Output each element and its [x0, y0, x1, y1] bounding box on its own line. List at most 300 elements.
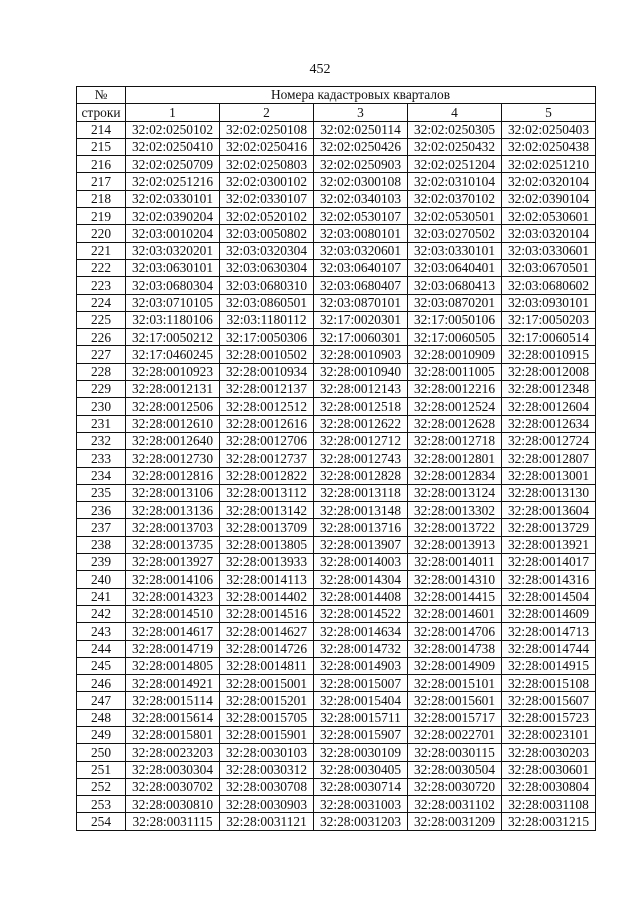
- cadastral-number-cell: 32:28:0012724: [502, 432, 596, 449]
- cadastral-number-cell: 32:02:0250432: [408, 138, 502, 155]
- cadastral-number-cell: 32:28:0014323: [126, 588, 220, 605]
- cadastral-number-cell: 32:03:1180106: [126, 311, 220, 328]
- cadastral-number-cell: 32:28:0013805: [220, 536, 314, 553]
- cadastral-number-cell: 32:17:0060301: [314, 329, 408, 346]
- cadastral-number-cell: 32:28:0015001: [220, 675, 314, 692]
- table-row: [77, 709, 596, 726]
- cadastral-number-cell: 32:28:0013604: [502, 502, 596, 519]
- cadastral-number-cell: 32:28:0015404: [314, 692, 408, 709]
- cadastral-number-cell: 32:28:0014316: [502, 571, 596, 588]
- cadastral-number-cell: 32:28:0013735: [126, 536, 220, 553]
- cadastral-number-cell: 32:03:0860501: [220, 294, 314, 311]
- cadastral-number-cell: 32:28:0030103: [220, 744, 314, 761]
- cadastral-number-cell: 32:28:0012816: [126, 467, 220, 484]
- row-number-cell: 245: [77, 657, 126, 674]
- row-number-cell: 225: [77, 311, 126, 328]
- cadastral-number-cell: 32:02:0530601: [502, 208, 596, 225]
- cadastral-number-cell: 32:28:0015114: [126, 692, 220, 709]
- cadastral-number-cell: 32:28:0013729: [502, 519, 596, 536]
- cadastral-number-cell: 32:28:0013001: [502, 467, 596, 484]
- column-number-header: 1: [126, 104, 220, 121]
- row-number-cell: 235: [77, 484, 126, 501]
- row-number-cell: 247: [77, 692, 126, 709]
- cadastral-number-cell: 32:28:0014510: [126, 605, 220, 622]
- table-row: [77, 259, 596, 276]
- cadastral-number-cell: 32:28:0012131: [126, 381, 220, 398]
- cadastral-number-cell: 32:02:0250803: [220, 156, 314, 173]
- row-number-cell: 224: [77, 294, 126, 311]
- cadastral-number-cell: 32:03:0680304: [126, 277, 220, 294]
- table-row: [77, 329, 596, 346]
- row-number-cell: 220: [77, 225, 126, 242]
- cadastral-number-cell: 32:02:0530501: [408, 208, 502, 225]
- table-row: [77, 173, 596, 190]
- cadastral-number-cell: 32:03:0630304: [220, 259, 314, 276]
- cadastral-quarters-table: [76, 86, 596, 831]
- cadastral-number-cell: 32:28:0012730: [126, 450, 220, 467]
- cadastral-number-cell: 32:28:0013124: [408, 484, 502, 501]
- cadastral-number-cell: 32:28:0015007: [314, 675, 408, 692]
- cadastral-number-cell: 32:28:0030115: [408, 744, 502, 761]
- cadastral-number-cell: 32:28:0030708: [220, 778, 314, 795]
- cadastral-number-cell: 32:02:0250438: [502, 138, 596, 155]
- cadastral-number-cell: 32:28:0015705: [220, 709, 314, 726]
- cadastral-number-cell: 32:28:0013933: [220, 554, 314, 571]
- cadastral-number-cell: 32:28:0022701: [408, 726, 502, 743]
- cadastral-number-cell: 32:28:0014921: [126, 675, 220, 692]
- cadastral-number-cell: 32:28:0012718: [408, 432, 502, 449]
- cadastral-number-cell: 32:28:0010502: [220, 346, 314, 363]
- cadastral-number-cell: 32:28:0012828: [314, 467, 408, 484]
- table-row: [77, 363, 596, 380]
- cadastral-number-cell: 32:02:0250403: [502, 121, 596, 138]
- row-number-cell: 241: [77, 588, 126, 605]
- row-number-cell: 237: [77, 519, 126, 536]
- table-row: [77, 744, 596, 761]
- row-number-cell: 248: [77, 709, 126, 726]
- cadastral-number-cell: 32:28:0014732: [314, 640, 408, 657]
- cadastral-number-cell: 32:28:0012506: [126, 398, 220, 415]
- cadastral-number-cell: 32:28:0031121: [220, 813, 314, 830]
- cadastral-number-cell: 32:28:0015723: [502, 709, 596, 726]
- cadastral-number-cell: 32:28:0012518: [314, 398, 408, 415]
- cadastral-number-cell: 32:17:0050306: [220, 329, 314, 346]
- cadastral-number-cell: 32:28:0012616: [220, 415, 314, 432]
- cadastral-number-cell: 32:28:0014011: [408, 554, 502, 571]
- table-row: [77, 796, 596, 813]
- cadastral-number-cell: 32:28:0012807: [502, 450, 596, 467]
- table-header-row: [77, 87, 596, 104]
- cadastral-number-cell: 32:03:0320601: [314, 242, 408, 259]
- cadastral-number-cell: 32:02:0300108: [314, 173, 408, 190]
- cadastral-number-cell: 32:28:0030504: [408, 761, 502, 778]
- row-number-cell: 222: [77, 259, 126, 276]
- row-number-cell: 254: [77, 813, 126, 830]
- row-number-cell: 251: [77, 761, 126, 778]
- cadastral-number-cell: 32:28:0013703: [126, 519, 220, 536]
- cadastral-number-cell: 32:03:0680413: [408, 277, 502, 294]
- cadastral-number-cell: 32:28:0012801: [408, 450, 502, 467]
- cadastral-number-cell: 32:28:0010915: [502, 346, 596, 363]
- cadastral-number-cell: 32:17:0050212: [126, 329, 220, 346]
- table-row: [77, 588, 596, 605]
- table-row: [77, 156, 596, 173]
- cadastral-number-cell: 32:03:1180112: [220, 311, 314, 328]
- cadastral-number-cell: 32:02:0251210: [502, 156, 596, 173]
- cadastral-number-cell: 32:28:0010923: [126, 363, 220, 380]
- table-row: [77, 484, 596, 501]
- cadastral-number-cell: 32:28:0014713: [502, 623, 596, 640]
- cadastral-number-cell: 32:02:0330107: [220, 190, 314, 207]
- cadastral-number-cell: 32:28:0014805: [126, 657, 220, 674]
- cadastral-number-cell: 32:28:0013302: [408, 502, 502, 519]
- cadastral-number-cell: 32:28:0014003: [314, 554, 408, 571]
- cadastral-number-cell: 32:02:0250108: [220, 121, 314, 138]
- cadastral-number-cell: 32:28:0031203: [314, 813, 408, 830]
- cadastral-number-cell: 32:28:0031215: [502, 813, 596, 830]
- cadastral-number-cell: 32:02:0250416: [220, 138, 314, 155]
- column-number-header: 4: [408, 104, 502, 121]
- table-row: [77, 121, 596, 138]
- table-row: [77, 277, 596, 294]
- table-row: [77, 623, 596, 640]
- cadastral-number-cell: 32:28:0031115: [126, 813, 220, 830]
- cadastral-number-cell: 32:28:0030903: [220, 796, 314, 813]
- table-row: [77, 225, 596, 242]
- cadastral-number-cell: 32:28:0014903: [314, 657, 408, 674]
- cadastral-number-cell: 32:28:0010903: [314, 346, 408, 363]
- cadastral-number-cell: 32:28:0012706: [220, 432, 314, 449]
- table-row: [77, 381, 596, 398]
- cadastral-number-cell: 32:28:0030702: [126, 778, 220, 795]
- table-row: [77, 450, 596, 467]
- row-number-cell: 215: [77, 138, 126, 155]
- cadastral-number-cell: 32:28:0023101: [502, 726, 596, 743]
- table-row: [77, 761, 596, 778]
- cadastral-number-cell: 32:28:0030720: [408, 778, 502, 795]
- table-row: [77, 778, 596, 795]
- cadastral-number-cell: 32:28:0014304: [314, 571, 408, 588]
- column-number-header: 3: [314, 104, 408, 121]
- cadastral-number-cell: 32:28:0013913: [408, 536, 502, 553]
- cadastral-number-cell: 32:28:0012512: [220, 398, 314, 415]
- cadastral-number-cell: 32:02:0520102: [220, 208, 314, 225]
- cadastral-number-cell: 32:28:0014915: [502, 657, 596, 674]
- cadastral-number-cell: 32:03:0670501: [502, 259, 596, 276]
- cadastral-number-cell: 32:17:0050106: [408, 311, 502, 328]
- table-row: [77, 519, 596, 536]
- cadastral-number-cell: 32:28:0012137: [220, 381, 314, 398]
- row-number-cell: 242: [77, 605, 126, 622]
- row-number-cell: 240: [77, 571, 126, 588]
- cadastral-number-cell: 32:03:0320201: [126, 242, 220, 259]
- row-number-cell: 218: [77, 190, 126, 207]
- cadastral-number-cell: 32:03:0320304: [220, 242, 314, 259]
- cadastral-number-cell: 32:28:0014106: [126, 571, 220, 588]
- cadastral-number-cell: 32:17:0460245: [126, 346, 220, 363]
- column-number-header: 5: [502, 104, 596, 121]
- row-number-cell: 228: [77, 363, 126, 380]
- cadastral-number-cell: 32:17:0060514: [502, 329, 596, 346]
- cadastral-number-cell: 32:02:0250426: [314, 138, 408, 155]
- cadastral-number-cell: 32:28:0012008: [502, 363, 596, 380]
- cadastral-number-cell: 32:28:0030109: [314, 744, 408, 761]
- cadastral-number-cell: 32:28:0014617: [126, 623, 220, 640]
- cadastral-number-cell: 32:28:0013130: [502, 484, 596, 501]
- row-number-cell: 250: [77, 744, 126, 761]
- cadastral-number-cell: 32:02:0310104: [408, 173, 502, 190]
- row-number-cell: 249: [77, 726, 126, 743]
- page-number: 452: [309, 62, 331, 77]
- table-row: [77, 415, 596, 432]
- table-row: [77, 242, 596, 259]
- quarters-group-header: Номера кадастровых кварталов: [126, 87, 596, 104]
- cadastral-number-cell: 32:28:0014744: [502, 640, 596, 657]
- cadastral-number-cell: 32:28:0030405: [314, 761, 408, 778]
- cadastral-number-cell: 32:28:0012143: [314, 381, 408, 398]
- row-number-cell: 221: [77, 242, 126, 259]
- row-number-cell: 216: [77, 156, 126, 173]
- cadastral-number-cell: 32:28:0010940: [314, 363, 408, 380]
- cadastral-number-cell: 32:28:0015711: [314, 709, 408, 726]
- cadastral-number-cell: 32:28:0012604: [502, 398, 596, 415]
- cadastral-number-cell: 32:28:0031209: [408, 813, 502, 830]
- cadastral-number-cell: 32:03:0330601: [502, 242, 596, 259]
- cadastral-number-cell: 32:03:0870201: [408, 294, 502, 311]
- cadastral-number-cell: 32:02:0390104: [502, 190, 596, 207]
- cadastral-number-cell: 32:02:0390204: [126, 208, 220, 225]
- row-number-cell: 232: [77, 432, 126, 449]
- cadastral-number-cell: 32:28:0030203: [502, 744, 596, 761]
- row-number-cell: 243: [77, 623, 126, 640]
- cadastral-number-cell: 32:28:0013716: [314, 519, 408, 536]
- row-number-header-label: строки: [77, 104, 126, 121]
- table-body: [77, 121, 596, 830]
- row-number-cell: 223: [77, 277, 126, 294]
- cadastral-number-cell: 32:02:0320104: [502, 173, 596, 190]
- cadastral-number-cell: 32:28:0015614: [126, 709, 220, 726]
- table-row: [77, 640, 596, 657]
- cadastral-number-cell: 32:28:0030601: [502, 761, 596, 778]
- table-row: [77, 190, 596, 207]
- cadastral-number-cell: 32:17:0050203: [502, 311, 596, 328]
- cadastral-number-cell: 32:28:0012822: [220, 467, 314, 484]
- cadastral-number-cell: 32:28:0014726: [220, 640, 314, 657]
- cadastral-number-cell: 32:28:0015607: [502, 692, 596, 709]
- table-row: [77, 294, 596, 311]
- row-number-cell: 217: [77, 173, 126, 190]
- cadastral-number-cell: 32:28:0014706: [408, 623, 502, 640]
- cadastral-number-cell: 32:28:0013722: [408, 519, 502, 536]
- cadastral-number-cell: 32:28:0012634: [502, 415, 596, 432]
- table-row: [77, 311, 596, 328]
- row-number-cell: 239: [77, 554, 126, 571]
- row-number-cell: 233: [77, 450, 126, 467]
- cadastral-number-cell: 32:28:0010934: [220, 363, 314, 380]
- row-number-cell: 234: [77, 467, 126, 484]
- cadastral-number-cell: 32:28:0012348: [502, 381, 596, 398]
- cadastral-number-cell: 32:02:0250305: [408, 121, 502, 138]
- cadastral-number-cell: 32:28:0014738: [408, 640, 502, 657]
- table-row: [77, 467, 596, 484]
- cadastral-number-cell: 32:03:0640401: [408, 259, 502, 276]
- cadastral-number-cell: 32:03:0680602: [502, 277, 596, 294]
- cadastral-number-cell: 32:03:0710105: [126, 294, 220, 311]
- cadastral-number-cell: 32:28:0012743: [314, 450, 408, 467]
- cadastral-number-cell: 32:28:0012712: [314, 432, 408, 449]
- cadastral-number-cell: 32:28:0013136: [126, 502, 220, 519]
- table-row: [77, 138, 596, 155]
- cadastral-number-cell: 32:28:0014522: [314, 605, 408, 622]
- cadastral-number-cell: 32:28:0013709: [220, 519, 314, 536]
- cadastral-number-cell: 32:28:0015907: [314, 726, 408, 743]
- cadastral-number-cell: 32:28:0013907: [314, 536, 408, 553]
- row-number-cell: 230: [77, 398, 126, 415]
- cadastral-number-cell: 32:28:0014634: [314, 623, 408, 640]
- table-row: [77, 605, 596, 622]
- table-row: [77, 726, 596, 743]
- cadastral-number-cell: 32:28:0013921: [502, 536, 596, 553]
- cadastral-number-cell: 32:28:0030810: [126, 796, 220, 813]
- table-row: [77, 657, 596, 674]
- cadastral-number-cell: 32:28:0015108: [502, 675, 596, 692]
- cadastral-number-cell: 32:02:0251216: [126, 173, 220, 190]
- cadastral-number-cell: 32:28:0023203: [126, 744, 220, 761]
- cadastral-number-cell: 32:28:0012622: [314, 415, 408, 432]
- cadastral-number-cell: 32:02:0251204: [408, 156, 502, 173]
- row-number-cell: 253: [77, 796, 126, 813]
- table-row: [77, 432, 596, 449]
- cadastral-number-cell: 32:28:0015601: [408, 692, 502, 709]
- row-number-header: №: [77, 87, 126, 104]
- cadastral-number-cell: 32:28:0012737: [220, 450, 314, 467]
- cadastral-number-cell: 32:02:0370102: [408, 190, 502, 207]
- cadastral-number-cell: 32:28:0013112: [220, 484, 314, 501]
- table-subheader-row: [77, 104, 596, 121]
- cadastral-number-cell: 32:03:0010204: [126, 225, 220, 242]
- cadastral-number-cell: 32:17:0060505: [408, 329, 502, 346]
- cadastral-number-cell: 32:03:0680310: [220, 277, 314, 294]
- cadastral-number-cell: 32:02:0250903: [314, 156, 408, 173]
- cadastral-number-cell: 32:28:0014402: [220, 588, 314, 605]
- table-row: [77, 675, 596, 692]
- row-number-cell: 244: [77, 640, 126, 657]
- cadastral-number-cell: 32:28:0011005: [408, 363, 502, 380]
- cadastral-number-cell: 32:03:0640107: [314, 259, 408, 276]
- row-number-cell: 214: [77, 121, 126, 138]
- row-number-cell: 236: [77, 502, 126, 519]
- cadastral-number-cell: 32:28:0014909: [408, 657, 502, 674]
- row-number-cell: 252: [77, 778, 126, 795]
- table-row: [77, 813, 596, 830]
- cadastral-number-cell: 32:28:0013142: [220, 502, 314, 519]
- cadastral-number-cell: 32:02:0340103: [314, 190, 408, 207]
- cadastral-number-cell: 32:03:0270502: [408, 225, 502, 242]
- cadastral-number-cell: 32:28:0014601: [408, 605, 502, 622]
- cadastral-number-cell: 32:28:0015801: [126, 726, 220, 743]
- cadastral-number-cell: 32:28:0015717: [408, 709, 502, 726]
- cadastral-number-cell: 32:28:0014415: [408, 588, 502, 605]
- cadastral-number-cell: 32:03:0680407: [314, 277, 408, 294]
- cadastral-number-cell: 32:28:0012628: [408, 415, 502, 432]
- cadastral-number-cell: 32:28:0013106: [126, 484, 220, 501]
- cadastral-number-cell: 32:03:0630101: [126, 259, 220, 276]
- table-row: [77, 554, 596, 571]
- cadastral-number-cell: 32:02:0250410: [126, 138, 220, 155]
- row-number-cell: 238: [77, 536, 126, 553]
- table-row: [77, 398, 596, 415]
- cadastral-number-cell: 32:28:0012834: [408, 467, 502, 484]
- table-row: [77, 346, 596, 363]
- cadastral-number-cell: 32:28:0012640: [126, 432, 220, 449]
- cadastral-number-cell: 32:03:0870101: [314, 294, 408, 311]
- cadastral-number-cell: 32:03:0050802: [220, 225, 314, 242]
- cadastral-number-cell: 32:02:0250102: [126, 121, 220, 138]
- cadastral-number-cell: 32:28:0014310: [408, 571, 502, 588]
- cadastral-number-cell: 32:28:0030312: [220, 761, 314, 778]
- cadastral-number-cell: 32:28:0031102: [408, 796, 502, 813]
- cadastral-number-cell: 32:28:0014113: [220, 571, 314, 588]
- cadastral-number-cell: 32:28:0015201: [220, 692, 314, 709]
- cadastral-number-cell: 32:28:0031108: [502, 796, 596, 813]
- row-number-cell: 246: [77, 675, 126, 692]
- table-row: [77, 502, 596, 519]
- cadastral-number-cell: 32:28:0030714: [314, 778, 408, 795]
- cadastral-number-cell: 32:28:0012610: [126, 415, 220, 432]
- cadastral-number-cell: 32:28:0014408: [314, 588, 408, 605]
- cadastral-number-cell: 32:28:0014719: [126, 640, 220, 657]
- cadastral-number-cell: 32:03:0080101: [314, 225, 408, 242]
- cadastral-number-cell: 32:28:0012216: [408, 381, 502, 398]
- column-number-header: 2: [220, 104, 314, 121]
- cadastral-number-cell: 32:02:0330101: [126, 190, 220, 207]
- cadastral-number-cell: 32:28:0014504: [502, 588, 596, 605]
- cadastral-number-cell: 32:28:0014516: [220, 605, 314, 622]
- cadastral-number-cell: 32:28:0010909: [408, 346, 502, 363]
- cadastral-number-cell: 32:02:0250114: [314, 121, 408, 138]
- table-row: [77, 208, 596, 225]
- cadastral-number-cell: 32:03:0320104: [502, 225, 596, 242]
- cadastral-number-cell: 32:02:0530107: [314, 208, 408, 225]
- cadastral-number-cell: 32:28:0012524: [408, 398, 502, 415]
- row-number-cell: 231: [77, 415, 126, 432]
- cadastral-number-cell: 32:28:0014017: [502, 554, 596, 571]
- row-number-cell: 229: [77, 381, 126, 398]
- table-row: [77, 692, 596, 709]
- cadastral-number-cell: 32:03:0930101: [502, 294, 596, 311]
- cadastral-number-cell: 32:28:0030804: [502, 778, 596, 795]
- row-number-cell: 226: [77, 329, 126, 346]
- table-row: [77, 571, 596, 588]
- cadastral-number-cell: 32:03:0330101: [408, 242, 502, 259]
- cadastral-number-cell: 32:17:0020301: [314, 311, 408, 328]
- row-number-cell: 227: [77, 346, 126, 363]
- cadastral-number-cell: 32:28:0031003: [314, 796, 408, 813]
- cadastral-number-cell: 32:28:0015101: [408, 675, 502, 692]
- cadastral-number-cell: 32:28:0014811: [220, 657, 314, 674]
- cadastral-number-cell: 32:28:0013148: [314, 502, 408, 519]
- cadastral-number-cell: 32:28:0014609: [502, 605, 596, 622]
- cadastral-number-cell: 32:02:0300102: [220, 173, 314, 190]
- cadastral-number-cell: 32:28:0013927: [126, 554, 220, 571]
- cadastral-number-cell: 32:28:0030304: [126, 761, 220, 778]
- table-row: [77, 536, 596, 553]
- cadastral-number-cell: 32:02:0250709: [126, 156, 220, 173]
- cadastral-number-cell: 32:28:0014627: [220, 623, 314, 640]
- row-number-cell: 219: [77, 208, 126, 225]
- cadastral-number-cell: 32:28:0013118: [314, 484, 408, 501]
- cadastral-number-cell: 32:28:0015901: [220, 726, 314, 743]
